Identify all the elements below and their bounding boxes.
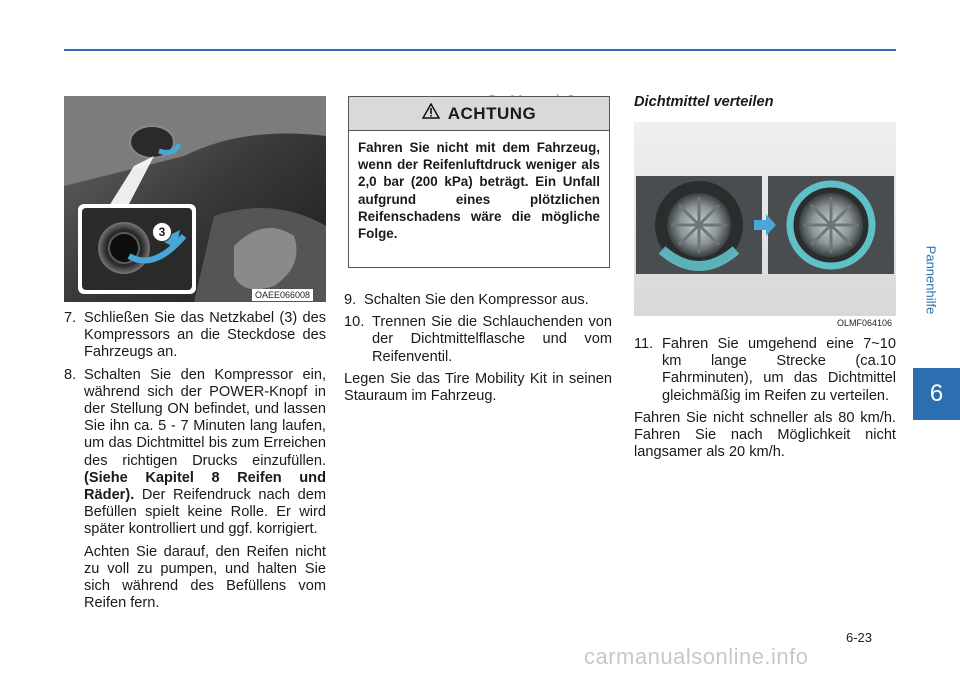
step-8-text-b: Der Reifendruck nach dem Befüllen spielt keine Rolle. Er wird später kontrolliert und ggf. korrigiert. — [84, 487, 326, 538]
step-7-text: Schließen Sie das Netzkabel (3) des Kompressors an die Steckdose des Fahrzeugs an. — [84, 310, 326, 361]
chapter-side-label — [920, 220, 942, 340]
step-9-text: Schalten Sie den Kompressor aus. — [364, 292, 589, 308]
callout-number: 3 — [158, 225, 166, 239]
section-title: Dichtmittel verteilen — [634, 94, 774, 110]
chapter-label: Pannenhilfe — [923, 245, 939, 315]
step-9 — [344, 292, 612, 309]
step-11-number: 11. — [634, 336, 654, 352]
column-3-paragraph: Fahren Sie nicht schneller als 80 km/h. Fahren Sie nach Möglichkeit nicht langsamer als 20 km/h. — [634, 409, 896, 461]
step-10 — [344, 314, 612, 366]
column-1 — [64, 310, 326, 617]
step-11 — [634, 336, 896, 405]
warning-title: ACHTUNG — [447, 103, 537, 123]
warning-text: Fahren Sie nicht mit dem Fahrzeug, wenn der Reifenluftdruck weniger als 2,0 bar (200 kPa) beträgt. Ein Unfall aufgrund eines plötzlichen Reifenschadens wäre die mögliche Folge. — [358, 140, 600, 242]
column-3 — [634, 336, 896, 466]
page-number: 6-23 — [846, 630, 873, 645]
warning-box — [348, 96, 610, 268]
step-10-text: Trennen Sie die Schlauchenden von der Dichtmittelflasche und vom Reifenventil. — [372, 314, 612, 365]
watermark-bottom: carmanualsonline.info — [584, 644, 809, 669]
column-2-paragraph: Legen Sie das Tire Mobility Kit in seinen Stauraum im Fahrzeug. — [344, 370, 612, 405]
compressor-photo — [64, 96, 326, 302]
step-8-number: 8. — [64, 366, 77, 383]
step-8 — [64, 367, 326, 539]
step-7-number: 7. — [64, 310, 77, 326]
step-7 — [64, 310, 326, 362]
step-8-note: Achten Sie darauf, den Reifen nicht zu voll zu pumpen, und halten Sie sich während des Befüllens vom Reifen fern. — [84, 543, 326, 612]
photo-caption-2: OLMF064106 — [834, 317, 895, 329]
step-11-text: Fahren Sie umgehend eine 7~10 km lange Strecke (ca.10 Fahrminuten), um das Dichtmittel gleichmäßig im Reifen zu verteilen. — [662, 336, 896, 404]
step-8-reference: (Siehe Kapitel 8 Reifen und Räder). — [84, 469, 326, 504]
column-2 — [344, 292, 612, 410]
top-rule — [64, 49, 896, 51]
step-9-number: 9. — [344, 292, 357, 308]
warning-header — [349, 97, 609, 131]
chapter-tab: 6 — [913, 368, 960, 420]
callout-marker — [152, 222, 172, 242]
photo-caption-1: OAEE066008 — [252, 289, 313, 301]
step-8-text-a: Schalten Sie den Kompressor ein, während sich der POWER-Knopf in der Stellung ON befindet, und lassen Sie ihn ca. 5 - 7 Minuten lang laufen, um das Dichtmittel bis zum Erreichen des richtigen Drucks einzufüllen. — [84, 366, 326, 469]
step-10-number: 10. — [344, 314, 365, 331]
tire-sealant-illustration — [634, 122, 896, 316]
warning-triangle-icon — [422, 103, 440, 124]
